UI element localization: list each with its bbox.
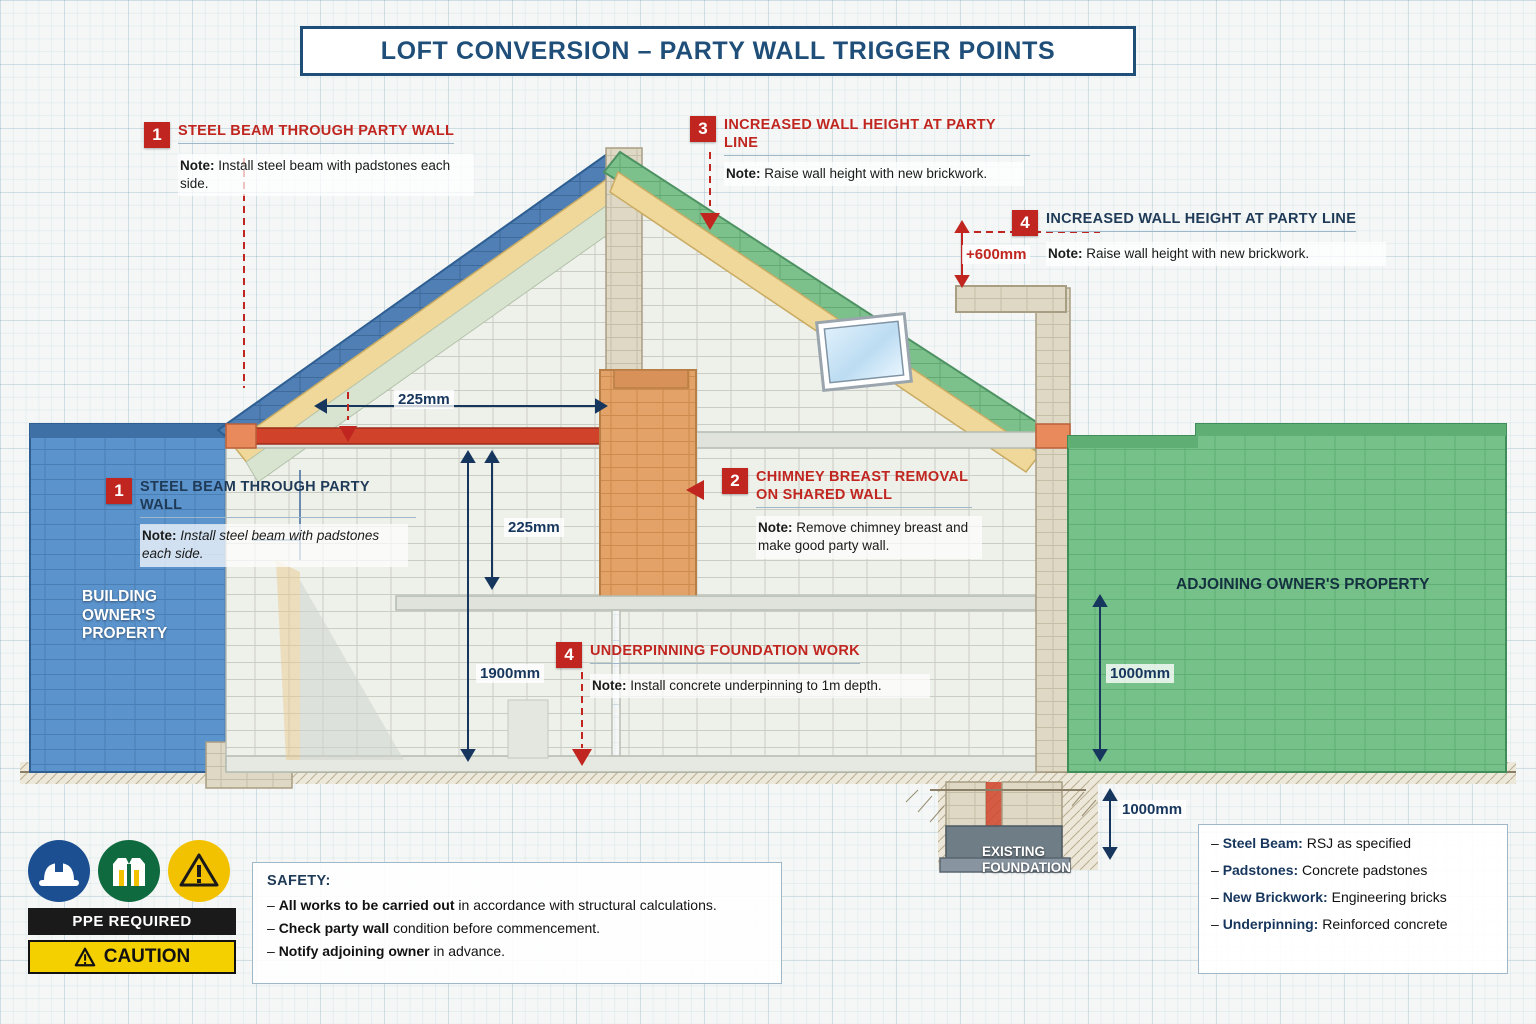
callout-note <box>140 524 408 566</box>
caution-label: CAUTION <box>103 946 191 967</box>
note-label: Note: <box>758 520 793 536</box>
list-item: – Underpinning: Reinforced concrete <box>1211 916 1448 932</box>
note-label: Note: <box>180 158 215 173</box>
note-text: Raise wall height with new brickwork. <box>760 166 988 182</box>
callout-increased-wall-height-3 <box>690 116 1030 186</box>
list-item: – Check party wall condition before commencement. <box>267 920 601 936</box>
dimension-beam-depth: 225mm <box>504 518 564 537</box>
steel-beam <box>246 428 618 444</box>
safety-item-bold: All works to be carried out <box>278 897 455 913</box>
callout-title: UNDERPINNING FOUNDATION WORK <box>590 642 860 664</box>
dimension-adjoining-height: 1000mm <box>1106 664 1174 683</box>
legend-term: Padstones: <box>1222 862 1299 878</box>
safety-item-bold: Check party wall <box>278 920 390 936</box>
list-item: – Padstones: Concrete padstones <box>1211 862 1428 878</box>
label-line-1: BUILDING <box>82 588 157 605</box>
legend-desc: Engineering bricks <box>1327 889 1447 905</box>
label-line-1: EXISTING <box>982 844 1046 859</box>
callout-title: INCREASED WALL HEIGHT AT PARTY LINE <box>1046 210 1356 232</box>
list-item: – All works to be carried out in accordance with structural calculations. <box>267 897 717 913</box>
note-label: Note: <box>1048 246 1083 261</box>
note-label: Note: <box>726 166 761 182</box>
callout-badge-1: 1 <box>144 122 170 148</box>
safety-heading: SAFETY: <box>267 873 331 889</box>
safety-item-rest: in accordance with structural calculations. <box>454 897 717 913</box>
list-item: – New Brickwork: Engineering bricks <box>1211 889 1447 905</box>
note-text: Install steel beam with padstones each side. <box>180 158 451 192</box>
warning-triangle-icon <box>168 840 230 902</box>
callout-note <box>724 162 1024 186</box>
note-label: Note: <box>142 528 177 544</box>
party-wall <box>1036 288 1070 772</box>
callout-increased-wall-height-4 <box>1012 210 1392 266</box>
callout-title: INCREASED WALL HEIGHT AT PARTY LINE <box>724 116 1030 156</box>
legend-term: Steel Beam: <box>1222 835 1303 851</box>
callout-chimney-breast-removal <box>722 468 982 559</box>
safety-item-bold: Notify adjoining owner <box>278 943 430 959</box>
page-title: LOFT CONVERSION – PARTY WALL TRIGGER POINTS <box>380 36 1056 65</box>
dimension-ridge-offset: 225mm <box>394 390 454 409</box>
callout-steel-beam-top <box>144 122 474 196</box>
note-text: Install concrete underpinning to 1m depth. <box>626 678 882 693</box>
label-building-owner-property <box>82 588 167 644</box>
safety-item-rest: in advance. <box>429 943 506 959</box>
callout-badge-4: 4 <box>1012 210 1038 236</box>
callout-steel-beam-lower <box>106 478 416 567</box>
hard-hat-icon <box>28 840 90 902</box>
dimension-underpin-depth: 1000mm <box>1118 800 1186 819</box>
callout-badge-1-lower: 1 <box>106 478 132 504</box>
legend-desc: Reinforced concrete <box>1318 916 1448 932</box>
callout-underpinning-foundation <box>556 642 936 698</box>
new-brickwork-raise <box>956 286 1066 312</box>
callout-note <box>178 154 474 196</box>
callout-note <box>1046 242 1386 266</box>
caution-triangle-icon <box>74 946 96 968</box>
callout-badge-3: 3 <box>690 116 716 142</box>
list-item: – Steel Beam: RSJ as specified <box>1211 835 1412 851</box>
label-adjoining-owner-property: ADJOINING OWNER'S PROPERTY <box>1176 576 1430 593</box>
note-text: Raise wall height with new brickwork. <box>1082 246 1310 261</box>
note-text: Remove chimney breast and make good party wall. <box>758 520 969 554</box>
callout-note <box>756 516 982 558</box>
legend-term: Underpinning: <box>1222 916 1319 932</box>
callout-title: CHIMNEY BREAST REMOVAL ON SHARED WALL <box>756 468 972 508</box>
note-text: Install steel beam with padstones each side. <box>142 528 380 562</box>
safety-list <box>267 897 767 959</box>
callout-title: STEEL BEAM THROUGH PARTY WALL <box>140 478 416 518</box>
chimney-breast <box>600 370 696 600</box>
safety-icon-panel <box>28 840 236 974</box>
materials-legend <box>1198 824 1508 974</box>
legend-desc: Concrete padstones <box>1298 862 1428 878</box>
callout-badge-4-underpin: 4 <box>556 642 582 668</box>
legend-term: New Brickwork: <box>1222 889 1328 905</box>
callout-badge-2: 2 <box>722 468 748 494</box>
list-item: – Notify adjoining owner in advance. <box>267 943 506 959</box>
label-line-3: PROPERTY <box>82 625 168 643</box>
hi-vis-vest-icon <box>98 840 160 902</box>
label-line-2: OWNER'S <box>82 606 156 624</box>
dimension-raise-height: +600mm <box>962 245 1030 264</box>
note-label: Note: <box>592 678 627 693</box>
ppe-required-badge: PPE REQUIRED <box>28 908 236 935</box>
label-line-2: FOUNDATION <box>982 860 1071 876</box>
legend-desc: RSJ as specified <box>1302 835 1412 851</box>
roof-window <box>817 314 912 391</box>
callout-note <box>590 674 930 698</box>
safety-item-rest: condition before commencement. <box>389 920 601 936</box>
label-existing-foundation <box>982 844 1071 876</box>
dimension-floor-to-ceiling: 1900mm <box>476 664 544 683</box>
safety-notes-panel <box>252 862 782 984</box>
callout-title: STEEL BEAM THROUGH PARTY WALL <box>178 122 454 144</box>
diagram-title <box>300 26 1136 76</box>
caution-badge <box>28 940 236 974</box>
